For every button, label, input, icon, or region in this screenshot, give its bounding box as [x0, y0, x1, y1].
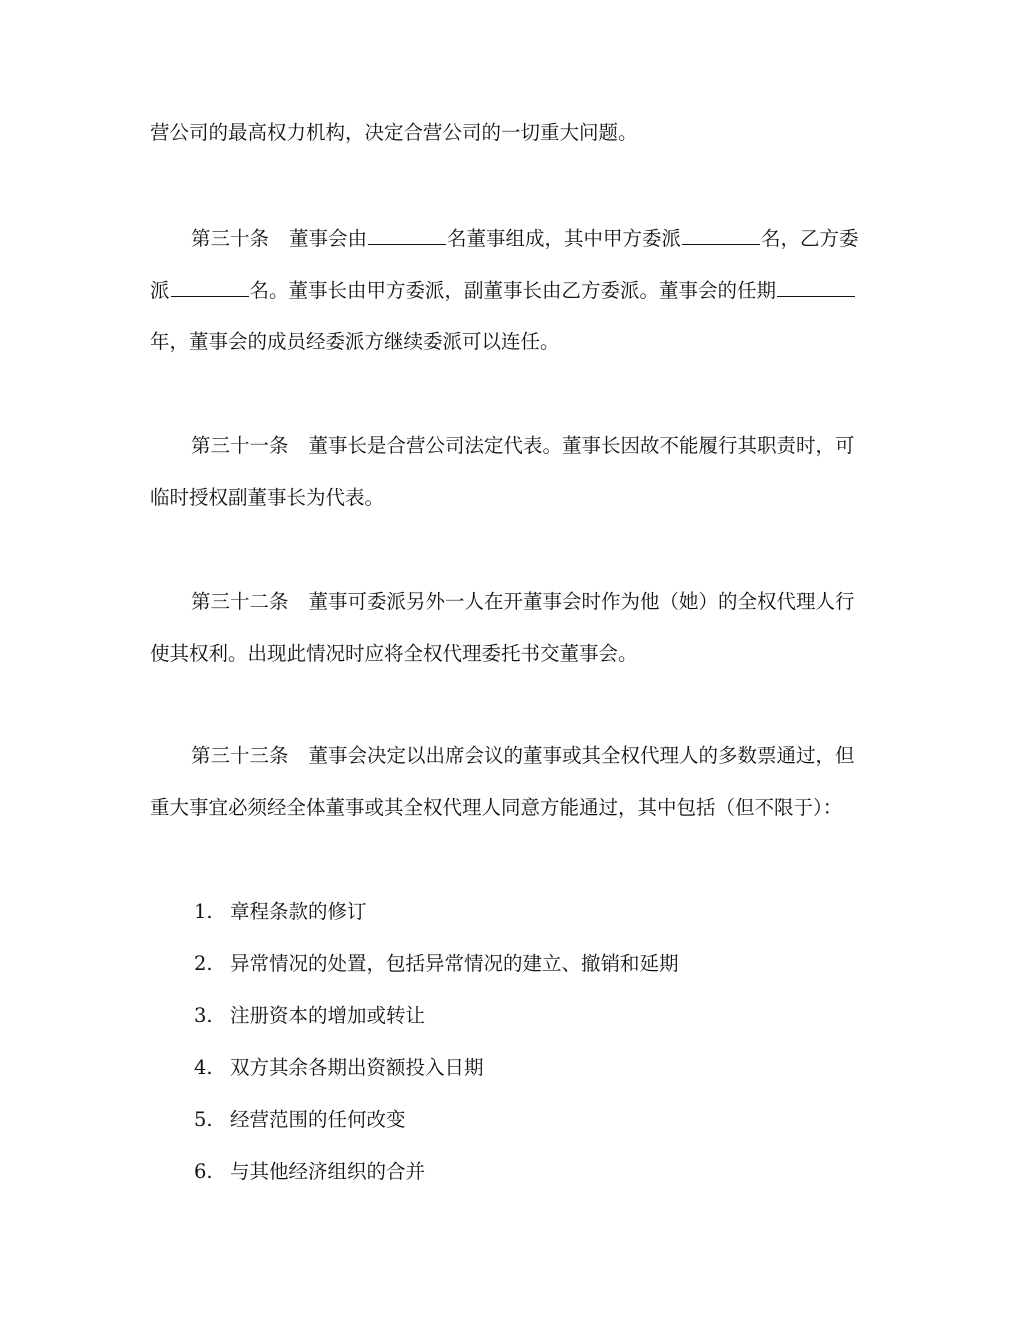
- list-item-number: 2.: [194, 952, 213, 975]
- article-33-text-2: 重大事宜必须经全体董事或其全权代理人同意方能通过，其中包括（但不限于）：: [150, 796, 843, 819]
- list-item: [194, 1004, 914, 1028]
- list-item-text: 异常情况的处置，包括异常情况的建立、撤销和延期: [230, 952, 679, 975]
- article-31-line-2: [150, 486, 870, 510]
- list-item: [194, 900, 914, 924]
- article-31-line-1: [191, 434, 911, 458]
- article-30-line-3: [150, 330, 870, 354]
- list-item-text: 章程条款的修订: [230, 900, 367, 923]
- article-33-line-2: [150, 796, 870, 820]
- list-item: [194, 1108, 914, 1132]
- list-item-number: 3.: [194, 1004, 213, 1027]
- list-item: [194, 952, 914, 976]
- article-30-label: 第三十条: [191, 227, 270, 250]
- article-31-text-2: 临时授权副董事长为代表。: [150, 486, 385, 509]
- list-item-number: 5.: [194, 1108, 213, 1131]
- article-32-line-2: [150, 642, 870, 666]
- article-32-text-1: 董事可委派另外一人在开董事会时作为他（她）的全权代理人行: [308, 590, 855, 613]
- paragraph-text: 营公司的最高权力机构，决定合营公司的一切重大问题。: [150, 121, 638, 144]
- list-item: [194, 1160, 914, 1184]
- article-32-label: 第三十二条: [191, 590, 289, 613]
- list-item-number: 6.: [194, 1160, 213, 1183]
- article-33-line-1: [191, 744, 911, 768]
- blank-party-b-count: [171, 278, 249, 297]
- paragraph-line-intro: [150, 121, 870, 145]
- blank-director-count: [368, 226, 446, 245]
- article-30-line-1: [191, 226, 911, 251]
- article-30-text-part-6: 年，董事会的成员经委派方继续委派可以连任。: [150, 330, 560, 353]
- article-30-text-part-4: 派: [150, 279, 170, 302]
- list-item-number: 1.: [194, 900, 213, 923]
- list-item-text: 注册资本的增加或转让: [230, 1004, 426, 1027]
- article-33-label: 第三十三条: [191, 744, 289, 767]
- article-30-text-part-5: 名。董事长由甲方委派，副董事长由乙方委派。董事会的任期: [249, 279, 777, 302]
- list-item-text: 经营范围的任何改变: [230, 1108, 406, 1131]
- article-30-text-part-3: 名，乙方委: [761, 227, 859, 250]
- list-item-number: 4.: [194, 1056, 213, 1079]
- article-32-line-1: [191, 590, 911, 614]
- article-32-text-2: 使其权利。出现此情况时应将全权代理委托书交董事会。: [150, 642, 638, 665]
- blank-party-a-count: [682, 226, 760, 245]
- article-33-text-1: 董事会决定以出席会议的董事或其全权代理人的多数票通过，但: [308, 744, 855, 767]
- list-item-text: 双方其余各期出资额投入日期: [230, 1056, 484, 1079]
- article-30-text-part-1: 董事会由: [289, 227, 368, 250]
- article-31-text-1: 董事长是合营公司法定代表。董事长因故不能履行其职责时，可: [308, 434, 855, 457]
- list-item-text: 与其他经济组织的合并: [230, 1160, 426, 1183]
- article-31-label: 第三十一条: [191, 434, 289, 457]
- blank-term-years: [777, 278, 855, 297]
- list-item: [194, 1056, 914, 1080]
- article-30-text-part-2: 名董事组成，其中甲方委派: [447, 227, 682, 250]
- article-30-line-2: [150, 278, 870, 303]
